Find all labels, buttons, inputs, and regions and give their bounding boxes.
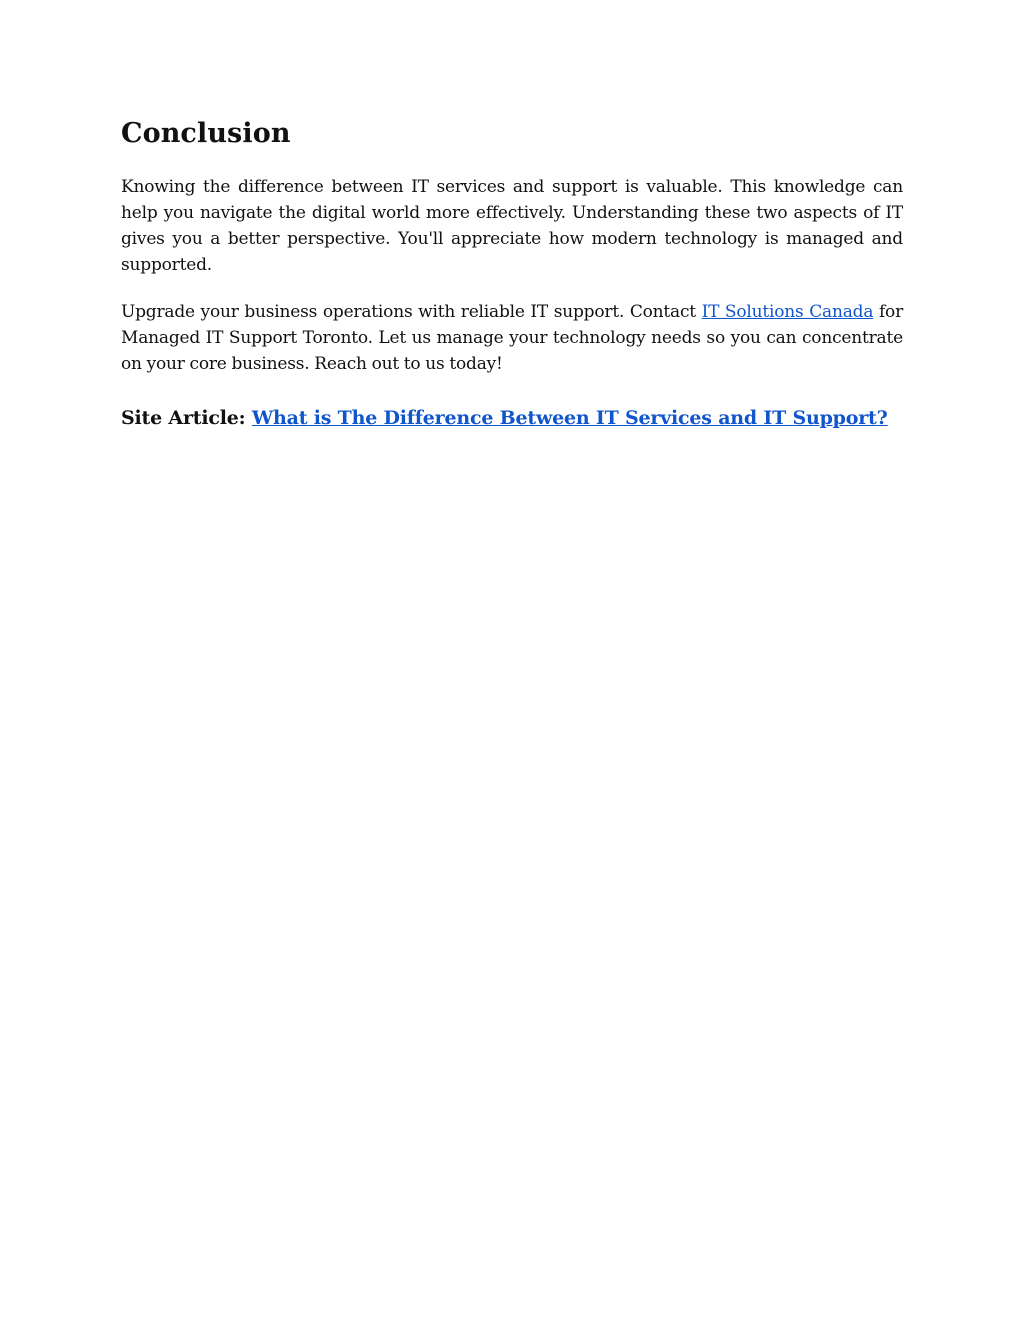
site-article-label: Site Article: <box>121 407 252 429</box>
conclusion-paragraph: Knowing the difference between IT services and support is valuable. This knowledge can help you navigate the digital world more effectively. Understanding these two aspects of IT gives you a better perspective. You'll appreciate how modern technology is managed and supported. <box>121 177 903 275</box>
site-article-link[interactable]: What is The Difference Between IT Services and IT Support? <box>251 407 888 429</box>
page-title: Conclusion <box>121 118 291 149</box>
contact-paragraph <box>121 299 903 377</box>
it-solutions-canada-link[interactable]: IT Solutions Canada <box>701 302 874 322</box>
contact-text-after: for Managed IT Support Toronto. Let us manage your technology needs so you can concentrate on your core business. Reach out to us today! <box>121 302 903 374</box>
site-article-line <box>121 404 903 432</box>
document-page <box>121 112 903 432</box>
contact-text-before: Upgrade your business operations with reliable IT support. Contact <box>121 302 702 322</box>
